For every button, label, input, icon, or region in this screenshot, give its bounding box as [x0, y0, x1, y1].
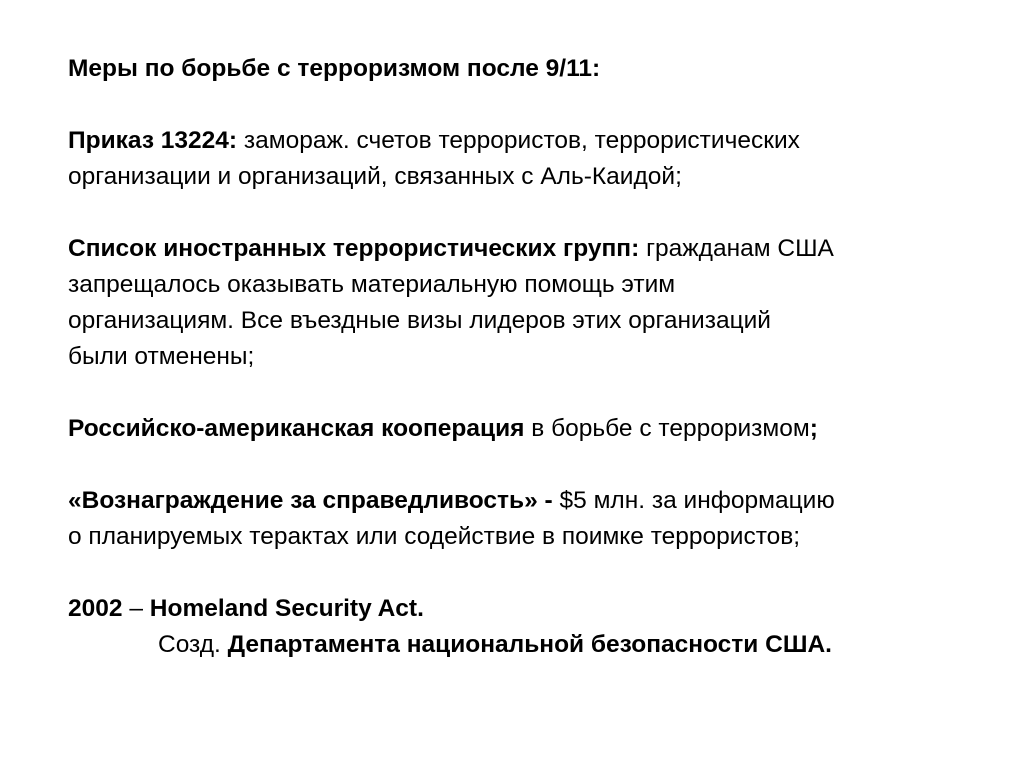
cooperation-end: ; [809, 415, 818, 442]
order-label: Приказ 13224: [68, 127, 238, 154]
list-line-1 [68, 231, 968, 267]
cooperation-label: Российско-американская кооперация [68, 415, 525, 442]
list-text-1: гражданам США [646, 235, 834, 262]
order-line-1 [68, 123, 968, 159]
reward-text-1: $5 млн. за информацию [559, 487, 835, 514]
slide-content [68, 51, 968, 663]
cooperation-line [68, 411, 968, 447]
reward-line-2: о планируемых терактах или содействие в поимке террористов; [68, 523, 801, 550]
homeland-dash: – [129, 595, 143, 622]
spacer [68, 375, 968, 411]
reward-label: «Вознаграждение за справедливость» - [68, 487, 553, 514]
homeland-year: 2002 [68, 595, 123, 622]
spacer [68, 87, 968, 123]
spacer [68, 195, 968, 231]
spacer [68, 555, 968, 591]
slide-title: Меры по борьбе с терроризмом после 9/11: [68, 55, 601, 82]
homeland-act: Homeland Security Act. [149, 595, 424, 622]
order-text-1: замораж. счетов террористов, террористических [243, 127, 800, 154]
list-line-4: были отменены; [68, 343, 255, 370]
homeland-prefix: Созд. [158, 631, 221, 658]
reward-line-1 [68, 483, 968, 519]
homeland-dept: Департамента национальной безопасности США. [227, 631, 832, 658]
cooperation-text: в борьбе с терроризмом [531, 415, 810, 442]
list-line-3: организациям. Все въездные визы лидеров этих организаций [68, 307, 771, 334]
list-line-2: запрещалось оказывать материальную помощь этим [68, 271, 676, 298]
spacer [68, 447, 968, 483]
homeland-line-2 [68, 627, 968, 663]
homeland-line-1 [68, 591, 968, 627]
order-line-2: организации и организаций, связанных с Аль-Каидой; [68, 163, 682, 190]
list-label: Список иностранных террористических групп: [68, 235, 640, 262]
